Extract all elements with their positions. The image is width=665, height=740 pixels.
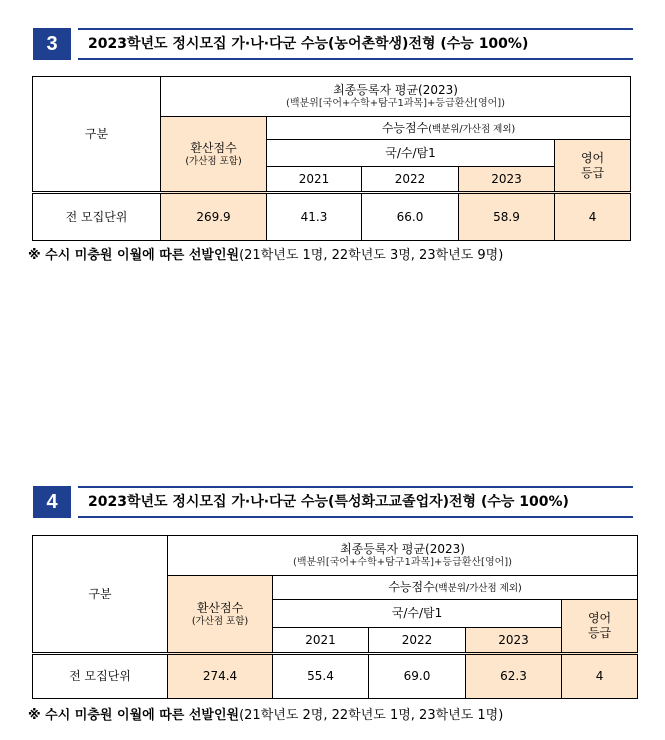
title-rule — [78, 516, 633, 518]
suneung-label: 수능점수 — [388, 580, 435, 594]
average-subtitle: (백분위[국어+수학+탐구1과목]+등급환산[영어]) — [285, 97, 506, 109]
converted-score-header — [161, 117, 267, 193]
title-rule — [78, 486, 633, 488]
note — [28, 704, 503, 723]
year-value: 58.9 — [459, 193, 555, 241]
converted-score-label: 환산점수 — [196, 600, 244, 615]
year-header: 2023 — [459, 167, 555, 193]
section-title: 2023학년도 정시모집 가·나·다군 수능(특성화고교졸업자)전형 (수능 100%) — [88, 494, 569, 510]
table-row — [33, 654, 638, 699]
english-grade-value: 4 — [562, 654, 638, 699]
title-rule — [78, 58, 633, 60]
suneung-sub: (백분위/가산점 제외) — [434, 583, 522, 594]
category-header: 구분 — [33, 77, 161, 193]
note — [28, 244, 503, 263]
converted-score-value: 269.9 — [161, 193, 267, 241]
section-number-badge: 3 — [33, 28, 71, 60]
average-title: 최종등록자 평균(2023) — [340, 541, 465, 556]
table-row — [33, 193, 631, 241]
year-value: 55.4 — [273, 654, 369, 699]
year-value: 66.0 — [362, 193, 459, 241]
year-header: 2021 — [273, 628, 369, 654]
section-title: 2023학년도 정시모집 가·나·다군 수능(농어촌학생)전형 (수능 100%) — [88, 36, 529, 52]
converted-score-label: 환산점수 — [190, 140, 237, 155]
average-header — [161, 77, 631, 117]
year-value: 62.3 — [466, 654, 562, 699]
year-header: 2021 — [267, 167, 362, 193]
note-detail: (21학년도 1명, 22학년도 3명, 23학년도 9명) — [239, 248, 504, 263]
suneung-header — [273, 576, 638, 600]
note-bold: ※ 수시 미충원 이월에 따른 선발인원 — [28, 248, 240, 263]
year-value: 41.3 — [267, 193, 362, 241]
row-label: 전 모집단위 — [33, 193, 161, 241]
year-header: 2022 — [369, 628, 466, 654]
converted-score-sub: (가산점 포함) — [191, 615, 249, 627]
kor-math-inq-header: 국/수/탐1 — [273, 600, 562, 628]
category-header: 구분 — [33, 536, 168, 654]
converted-score-header — [168, 576, 273, 654]
note-bold: ※ 수시 미충원 이월에 따른 선발인원 — [28, 708, 240, 723]
title-rule — [78, 28, 633, 30]
score-table — [32, 535, 638, 699]
score-table — [32, 76, 631, 241]
average-header — [168, 536, 638, 576]
section-header — [0, 486, 665, 522]
section-number-badge: 4 — [33, 486, 71, 518]
english-grade-header: 영어 등급 — [562, 600, 638, 654]
section-4 — [0, 486, 665, 522]
year-header: 2022 — [362, 167, 459, 193]
average-title: 최종등록자 평균(2023) — [333, 82, 458, 97]
suneung-sub: (백분위/가산점 제외) — [428, 123, 516, 135]
suneung-header — [267, 117, 631, 140]
english-grade-header: 영어 등급 — [555, 140, 631, 193]
section-header — [0, 28, 665, 64]
year-value: 69.0 — [369, 654, 466, 699]
average-subtitle: (백분위[국어+수학+탐구1과목]+등급환산[영어]) — [292, 556, 513, 568]
suneung-label: 수능점수 — [381, 120, 429, 135]
kor-math-inq-header: 국/수/탐1 — [267, 140, 555, 167]
english-grade-value: 4 — [555, 193, 631, 241]
year-header: 2023 — [466, 628, 562, 654]
section-3 — [0, 28, 665, 64]
converted-score-value: 274.4 — [168, 654, 273, 699]
converted-score-sub: (가산점 포함) — [185, 155, 242, 167]
note-detail: (21학년도 2명, 22학년도 1명, 23학년도 1명) — [239, 708, 504, 723]
row-label: 전 모집단위 — [33, 654, 168, 699]
